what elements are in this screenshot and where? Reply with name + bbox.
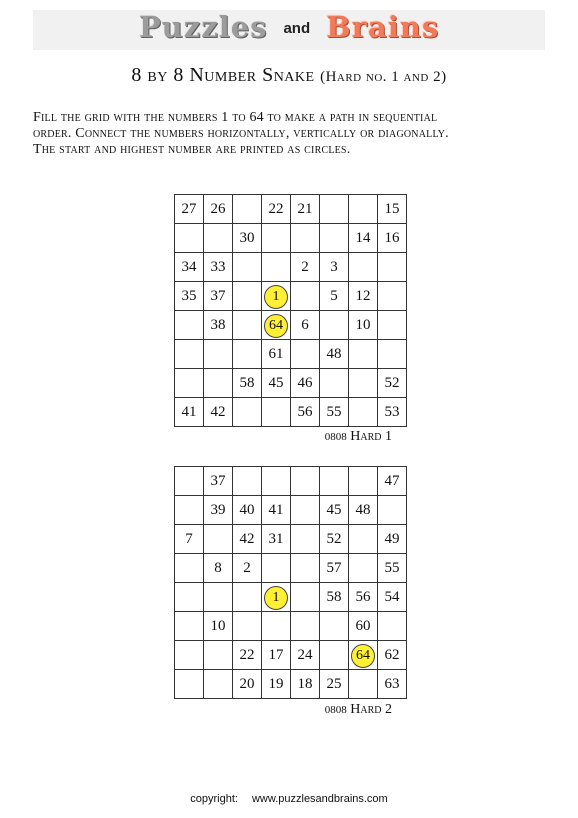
grid-cell[interactable]: 18 (291, 670, 320, 699)
instructions (33, 110, 553, 158)
grid-cell[interactable]: 15 (378, 195, 407, 224)
grid-cell[interactable] (233, 311, 262, 340)
grid-cell[interactable] (320, 612, 349, 641)
grid-cell[interactable] (204, 670, 233, 699)
grid-cell[interactable]: 21 (291, 195, 320, 224)
grid-cell[interactable]: 41 (175, 398, 204, 427)
grid-cell[interactable]: 63 (378, 670, 407, 699)
grid-cell[interactable] (233, 340, 262, 369)
grid-cell[interactable]: 62 (378, 641, 407, 670)
grid-cell[interactable] (262, 253, 291, 282)
puzzle-code: 0808 (324, 704, 347, 716)
grid-cell[interactable] (349, 670, 378, 699)
grid-cell[interactable] (233, 583, 262, 612)
grid-cell[interactable]: 61 (262, 340, 291, 369)
grid-cell[interactable] (320, 224, 349, 253)
puzzle-grid-hard-2 (174, 466, 407, 699)
grid-cell[interactable] (291, 612, 320, 641)
grid-cell[interactable] (175, 340, 204, 369)
grid-row (175, 670, 407, 699)
grid-cell[interactable]: 5 (320, 282, 349, 311)
grid-cell[interactable]: 56 (349, 583, 378, 612)
grid-row (175, 612, 407, 641)
grid-cell[interactable]: 35 (175, 282, 204, 311)
grid-cell[interactable] (175, 641, 204, 670)
grid-cell[interactable] (291, 224, 320, 253)
grid-cell[interactable] (378, 282, 407, 311)
grid-cell[interactable]: 54 (378, 583, 407, 612)
grid-cell[interactable] (320, 195, 349, 224)
grid-cell[interactable] (349, 253, 378, 282)
grid-cell[interactable] (233, 612, 262, 641)
grid-cell[interactable]: 38 (204, 311, 233, 340)
logo-brains-text: Brains (326, 10, 440, 44)
footer (0, 793, 578, 805)
puzzle-label-hard-1 (325, 429, 392, 445)
grid-cell[interactable] (349, 525, 378, 554)
grid-cell[interactable] (320, 311, 349, 340)
grid-cell[interactable]: 27 (175, 195, 204, 224)
grid-cell[interactable] (262, 282, 291, 311)
grid-cell[interactable] (291, 525, 320, 554)
grid-cell[interactable] (175, 467, 204, 496)
grid-cell[interactable] (204, 641, 233, 670)
grid-cell[interactable] (204, 369, 233, 398)
grid-cell[interactable] (175, 496, 204, 525)
grid-cell[interactable] (262, 398, 291, 427)
grid-cell[interactable]: 53 (378, 398, 407, 427)
website-link[interactable]: www.puzzlesandbrains.com (251, 793, 388, 805)
grid-cell[interactable]: 45 (262, 369, 291, 398)
grid-cell[interactable] (204, 525, 233, 554)
grid-cell[interactable] (291, 496, 320, 525)
grid-cell[interactable] (175, 369, 204, 398)
grid-cell[interactable] (349, 195, 378, 224)
grid-cell[interactable] (262, 583, 291, 612)
grid-cell[interactable] (378, 253, 407, 282)
grid-cell[interactable] (378, 496, 407, 525)
grid-row (175, 282, 407, 311)
instruction-line: Fill the grid with the numbers 1 to 64 to make a path in sequential (33, 110, 438, 125)
grid-cell[interactable]: 19 (262, 670, 291, 699)
grid-cell[interactable] (378, 612, 407, 641)
grid-cell[interactable]: 48 (349, 496, 378, 525)
grid-cell[interactable] (291, 340, 320, 369)
grid-cell[interactable]: 42 (204, 398, 233, 427)
grid-cell[interactable] (378, 340, 407, 369)
grid-cell[interactable] (349, 467, 378, 496)
grid-cell[interactable] (175, 311, 204, 340)
grid-cell[interactable] (175, 612, 204, 641)
grid-cell[interactable]: 26 (204, 195, 233, 224)
grid-cell[interactable]: 46 (291, 369, 320, 398)
grid-row (175, 467, 407, 496)
logo-and-text: and (283, 20, 311, 37)
grid-cell[interactable]: 55 (378, 554, 407, 583)
grid-cell[interactable]: 7 (175, 525, 204, 554)
grid-cell[interactable]: 3 (320, 253, 349, 282)
grid-cell[interactable] (233, 253, 262, 282)
grid-cell[interactable]: 52 (378, 369, 407, 398)
grid-cell[interactable]: 31 (262, 525, 291, 554)
puzzle-level: Hard 1 (350, 429, 392, 444)
grid-cell[interactable]: 22 (233, 641, 262, 670)
grid-cell[interactable] (320, 369, 349, 398)
grid-cell[interactable] (204, 340, 233, 369)
grid-cell[interactable]: 8 (204, 554, 233, 583)
grid-cell[interactable]: 33 (204, 253, 233, 282)
grid-cell[interactable]: 14 (349, 224, 378, 253)
grid-row (175, 195, 407, 224)
puzzle-level: Hard 2 (350, 702, 392, 717)
grid-cell[interactable]: 58 (320, 583, 349, 612)
grid-cell[interactable]: 2 (233, 554, 262, 583)
grid-row (175, 340, 407, 369)
grid-cell[interactable]: 60 (349, 612, 378, 641)
grid-cell[interactable]: 20 (233, 670, 262, 699)
grid-cell[interactable] (262, 467, 291, 496)
grid-cell[interactable] (291, 467, 320, 496)
grid-cell[interactable]: 22 (262, 195, 291, 224)
title-main: 8 by 8 Number Snake (131, 64, 315, 86)
grid-cell[interactable] (262, 311, 291, 340)
grid-row (175, 311, 407, 340)
grid-cell[interactable] (233, 398, 262, 427)
grid-cell[interactable]: 6 (291, 311, 320, 340)
grid-cell[interactable] (291, 583, 320, 612)
puzzle-grid-hard-1 (174, 194, 407, 427)
grid-cell[interactable] (291, 282, 320, 311)
grid-row (175, 525, 407, 554)
grid-cell[interactable] (349, 398, 378, 427)
grid-cell[interactable] (349, 554, 378, 583)
grid-cell[interactable] (349, 369, 378, 398)
grid-cell[interactable]: 48 (320, 340, 349, 369)
grid-cell[interactable]: 52 (320, 525, 349, 554)
site-logo[interactable] (0, 0, 578, 55)
grid-cell[interactable]: 34 (175, 253, 204, 282)
grid-row (175, 641, 407, 670)
grid-cell[interactable] (175, 224, 204, 253)
instruction-line: order. Connect the numbers horizontally, vertically or diagonally. (33, 126, 449, 141)
circled-number: 64 (264, 314, 288, 338)
grid-cell[interactable] (349, 340, 378, 369)
grid-cell[interactable]: 2 (291, 253, 320, 282)
grid-cell[interactable] (204, 583, 233, 612)
grid-cell[interactable] (378, 311, 407, 340)
grid-cell[interactable]: 41 (262, 496, 291, 525)
grid-cell[interactable] (262, 612, 291, 641)
grid-cell[interactable]: 24 (291, 641, 320, 670)
grid-cell[interactable]: 39 (204, 496, 233, 525)
grid-cell[interactable]: 57 (320, 554, 349, 583)
grid-cell[interactable] (233, 195, 262, 224)
grid-row (175, 496, 407, 525)
grid-row (175, 398, 407, 427)
puzzle-label-hard-2 (325, 702, 392, 718)
grid-cell[interactable]: 56 (291, 398, 320, 427)
copyright-label: copyright: (190, 793, 238, 805)
grid-cell[interactable]: 25 (320, 670, 349, 699)
grid-cell[interactable]: 45 (320, 496, 349, 525)
grid-cell[interactable]: 42 (233, 525, 262, 554)
grid-cell[interactable] (233, 467, 262, 496)
circled-number: 64 (351, 644, 375, 668)
grid-cell[interactable]: 12 (349, 282, 378, 311)
grid-cell[interactable]: 16 (378, 224, 407, 253)
grid-cell[interactable]: 30 (233, 224, 262, 253)
grid-row (175, 224, 407, 253)
grid-row (175, 369, 407, 398)
grid-cell[interactable] (291, 554, 320, 583)
grid-cell[interactable]: 37 (204, 282, 233, 311)
circled-number: 1 (264, 586, 288, 610)
grid-cell[interactable]: 40 (233, 496, 262, 525)
grid-cell[interactable] (320, 641, 349, 670)
grid-cell[interactable]: 37 (204, 467, 233, 496)
puzzle-code: 0808 (324, 431, 347, 443)
grid-cell[interactable]: 55 (320, 398, 349, 427)
logo-puzzles-text: Puzzles (138, 10, 268, 44)
grid-row (175, 554, 407, 583)
grid-cell[interactable] (175, 583, 204, 612)
page-title (0, 64, 578, 87)
grid-cell[interactable] (320, 467, 349, 496)
grid-cell[interactable]: 47 (378, 467, 407, 496)
grid-cell[interactable]: 10 (349, 311, 378, 340)
grid-cell[interactable] (262, 224, 291, 253)
grid-row (175, 253, 407, 282)
grid-cell[interactable]: 10 (204, 612, 233, 641)
grid-cell[interactable] (204, 224, 233, 253)
grid-cell[interactable]: 49 (378, 525, 407, 554)
grid-cell[interactable]: 58 (233, 369, 262, 398)
grid-cell[interactable] (262, 554, 291, 583)
grid-row (175, 583, 407, 612)
grid-cell[interactable]: 17 (262, 641, 291, 670)
grid-cell[interactable] (233, 282, 262, 311)
instruction-line: The start and highest number are printed as circles. (33, 142, 351, 157)
grid-cell[interactable] (175, 554, 204, 583)
circled-number: 1 (264, 285, 288, 309)
grid-cell[interactable] (349, 641, 378, 670)
title-subtitle: (Hard no. 1 and 2) (320, 69, 447, 85)
grid-cell[interactable] (175, 670, 204, 699)
